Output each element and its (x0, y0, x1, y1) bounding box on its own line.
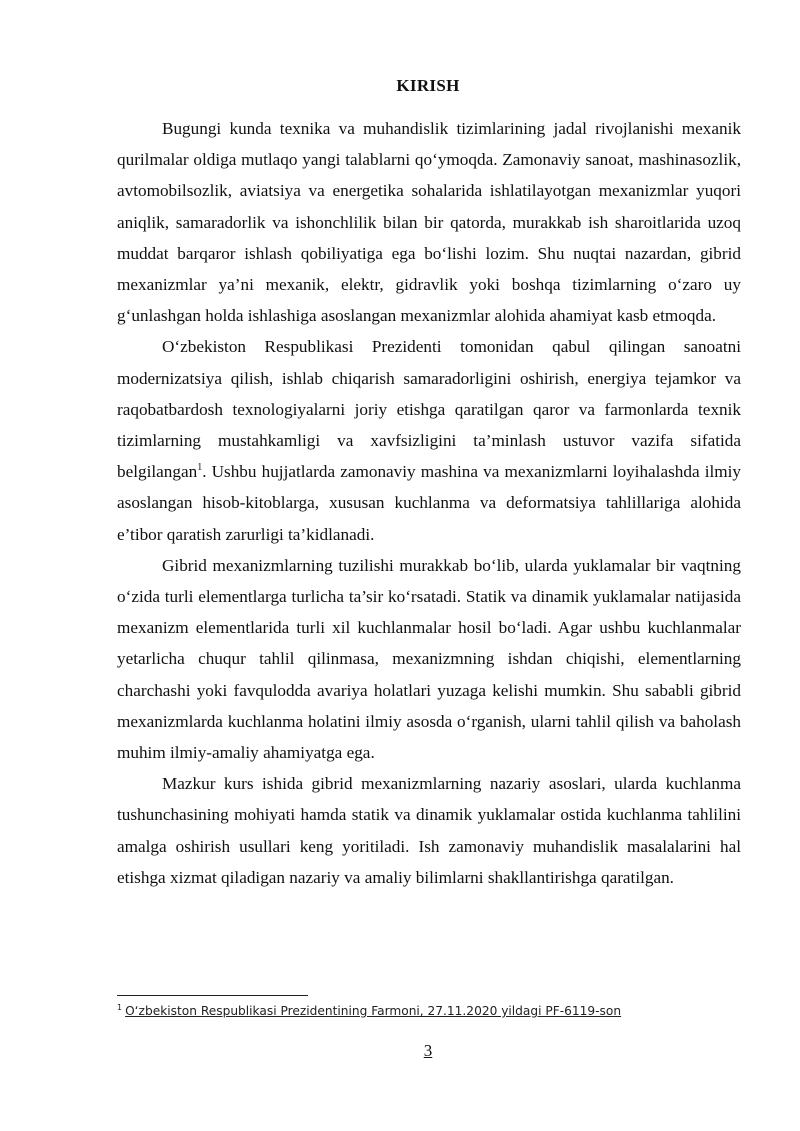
footnote-reference[interactable]: 1 (197, 462, 203, 474)
footnote-text: O‘zbekiston Respublikasi Prezidentining Farmoni, 27.11.2020 yildagi PF-6119-son (125, 1004, 622, 1018)
footnote (117, 1004, 757, 1018)
paragraph-2-continuation: . Ushbu hujjatlarda zamonaviy mashina va mexanizmlarni loyihalashda ilmiy asoslangan hisob-kitoblarga, xususan kuchlanma va deformatsiya tahlillariga alohida e’tibor qaratish zarurligi ta’kidlanadi. (117, 462, 741, 544)
paragraph-2 (117, 331, 741, 549)
paragraph-3: Gibrid mexanizmlarning tuzilishi murakkab bo‘lib, ularda yuklamalar bir vaqtning o‘zida turli elementlarga turlicha ta’sir ko‘rsatadi. Statik va dinamik yuklamalar natijasida mexanizm elementlarida turli xil kuchlanmalar hosil bo‘ladi. Agar ushbu kuchlanmalar yetarlicha chuqur tahlil qilinmasa, mexanizmning ishdan chiqishi, elementlarning charchashi yoki favqulodda avariya holatlari yuzaga kelishi mumkin. Shu sababli gibrid mexanizmlarda kuchlanma holatini ilmiy asosda o‘rganish, ularni tahlil qilish va baholash muhim ilmiy-amaliy ahamiyatga ega. (117, 555, 741, 763)
body-text (117, 113, 741, 893)
footnote-divider (117, 995, 308, 996)
page-title: KIRISH (396, 76, 460, 95)
paragraph-4: Mazkur kurs ishida gibrid mexanizmlarning nazariy asoslari, ularda kuchlanma tushunchasining mohiyati hamda statik va dinamik yuklamalar ostida kuchlanma tahlilini amalga oshirish usullari keng yoritiladi. Ish zamonaviy muhandislik masalalarini hal etishga xizmat qiladigan nazariy va amaliy bilimlarni shakllantirishga qaratilgan. (117, 774, 741, 887)
footnote-marker: 1 (117, 1003, 123, 1012)
paragraph-2-text: O‘zbekiston Respublikasi Prezidenti tomonidan qabul qilingan sanoatni modernizatsiya qilish, ishlab chiqarish samaradorligini oshirish, energiya tejamkor va raqobatbardosh texnologiyalarni joriy etishga qaratilgan qaror va farmonlarda texnik tizimlarning mustahkamligi va xavfsizligini ta’minlash ustuvor vazifa sifatida belgilangan (117, 337, 741, 482)
page-number: 3 (423, 1041, 433, 1060)
paragraph-1: Bugungi kunda texnika va muhandislik tizimlarining jadal rivojlanishi mexanik qurilmalar oldiga mutlaqo yangi talablarni qo‘ymoqda. Zamonaviy sanoat, mashinasozlik, avtomobilsozlik, aviatsiya va energetika sohalarida ishlatilayotgan mexanizmlar yuqori aniqlik, samaradorlik va ishonchlilik bilan bir qatorda, murakkab ish sharoitlarida uzoq muddat barqaror ishlash qobiliyatiga ega bo‘lishi lozim. Shu nuqtai nazardan, gibrid mexanizmlar ya’ni mexanik, elektr, gidravlik yoki boshqa tizimlarning o‘zaro uy g‘unlashgan holda ishlashiga asoslangan mexanizmlar alohida ahamiyat kasb etmoqda. (117, 119, 741, 326)
